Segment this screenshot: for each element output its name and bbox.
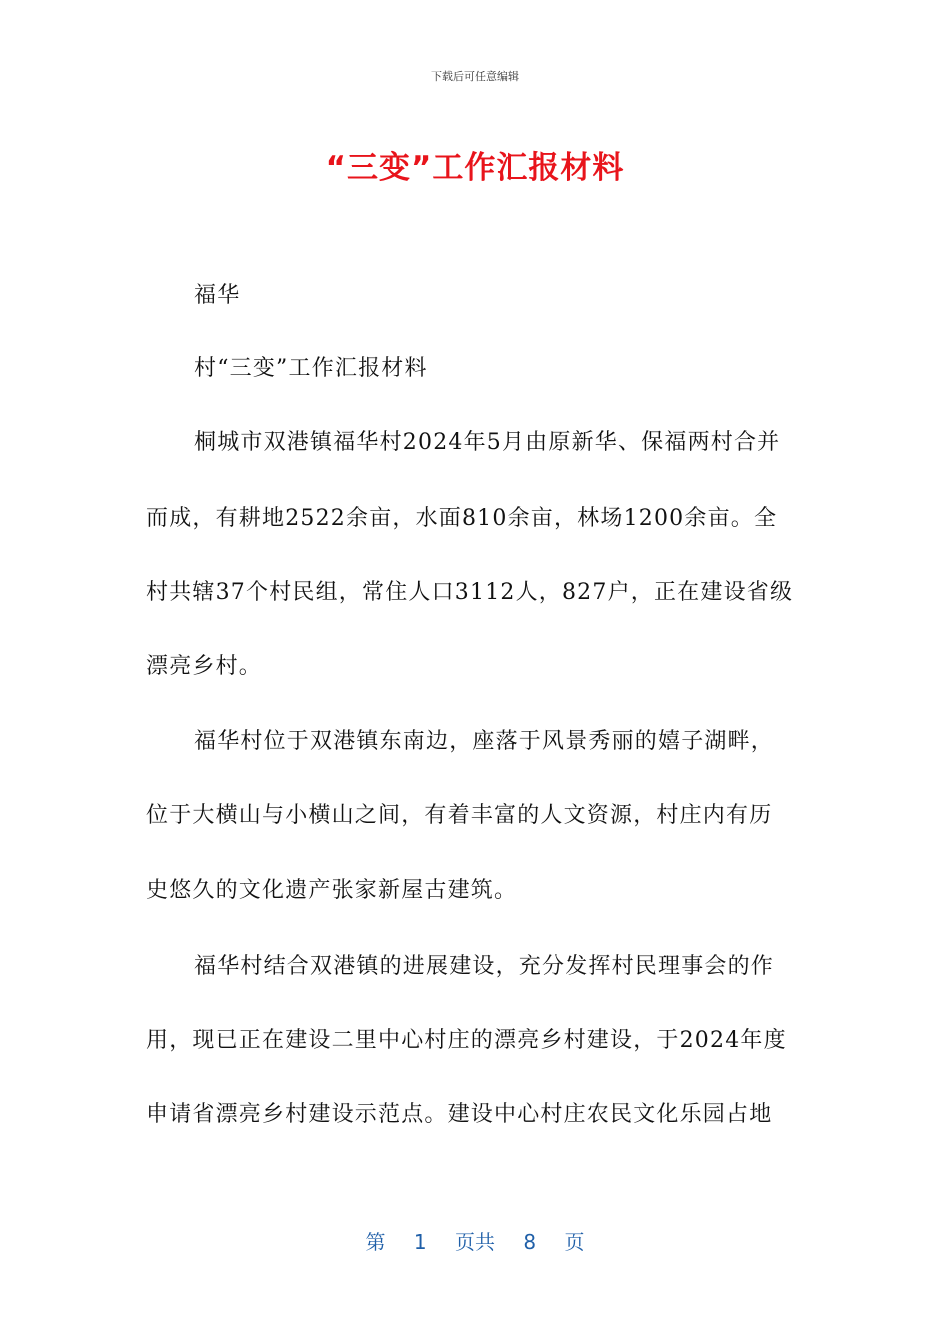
- paragraph-line: 申请省漂亮乡村建设示范点。建设中心村庄农民文化乐园占地: [146, 1102, 773, 1127]
- footer-middle: 页共: [455, 1230, 495, 1254]
- page-footer: [0, 1226, 950, 1255]
- paragraph-line: 桐城市双港镇福华村2024年5月由原新华、保福两村合并: [194, 430, 781, 455]
- total-pages-number: 8: [523, 1230, 537, 1254]
- current-page-number: 1: [413, 1230, 427, 1254]
- paragraph-line: 福华村位于双港镇东南边，座落于风景秀丽的嬉子湖畔，: [194, 729, 775, 754]
- paragraph-line: 村共辖37个村民组，常住人口3112人，827户，正在建设省级: [146, 580, 794, 605]
- footer-prefix: 第: [365, 1230, 386, 1254]
- paragraph-line: 而成，有耕地2522余亩，水面810余亩，林场1200余亩。全: [146, 506, 778, 531]
- document-title: “三变”工作汇报材料: [325, 150, 625, 186]
- body-line: 福华: [194, 283, 241, 308]
- footer-suffix: 页: [564, 1230, 585, 1254]
- paragraph-line: 用，现已正在建设二里中心村庄的漂亮乡村建设，于2024年度: [146, 1028, 787, 1053]
- paragraph-line: 漂亮乡村。: [146, 654, 263, 679]
- paragraph-line: 史悠久的文化遗产张家新屋古建筑。: [146, 878, 518, 903]
- paragraph-line: 位于大横山与小横山之间，有着丰富的人文资源，村庄内有历: [146, 803, 773, 828]
- body-line: 村“三变”工作汇报材料: [194, 356, 428, 381]
- header-note: 下载后可任意编辑: [431, 70, 519, 83]
- paragraph-line: 福华村结合双港镇的进展建设，充分发挥村民理事会的作: [194, 954, 775, 979]
